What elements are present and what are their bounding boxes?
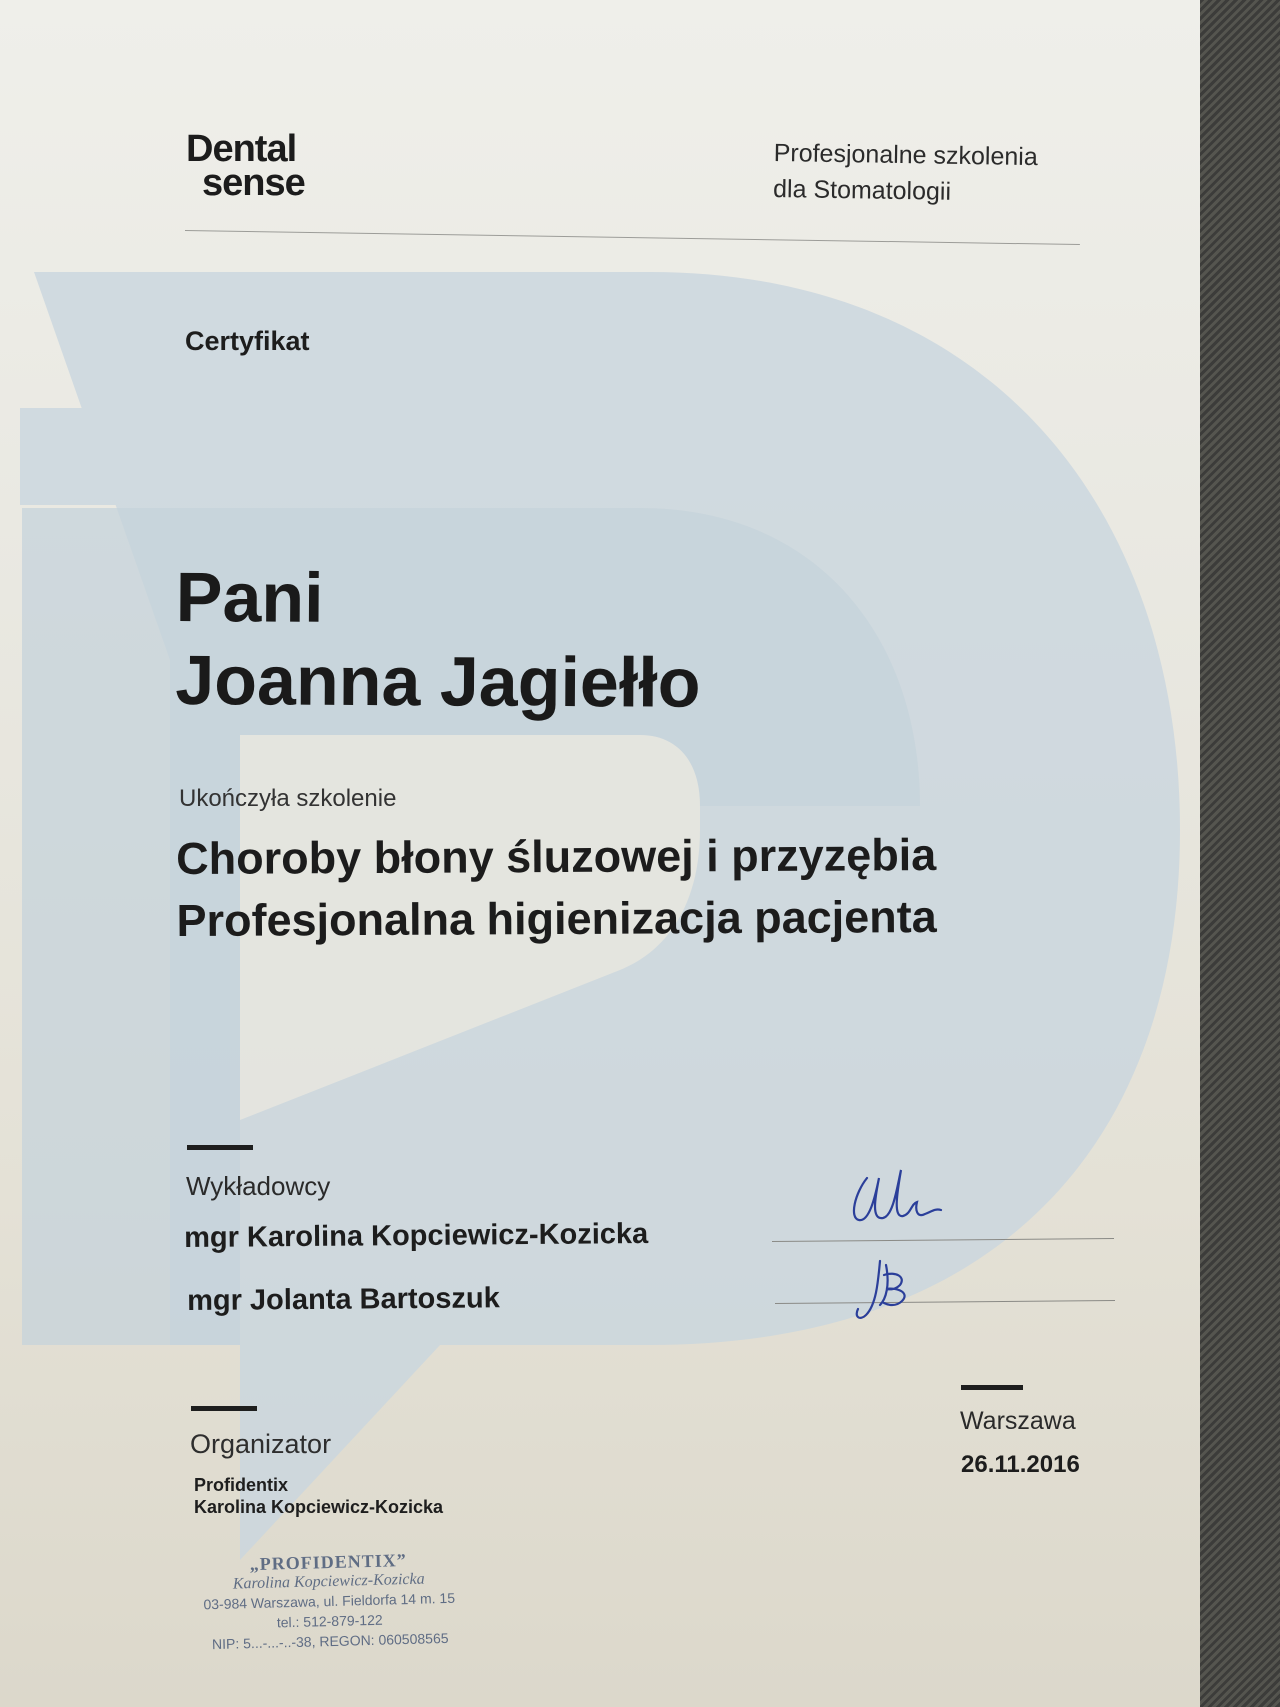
background-fabric: [1200, 0, 1280, 1707]
tagline-line-1: Profesjonalne szkolenia: [773, 138, 1038, 172]
organizer-details: [194, 1474, 443, 1518]
recipient-block: [175, 556, 701, 725]
stamp-line-5: NIP: 5...-...-..-38, REGON: 060508565: [211, 1629, 449, 1653]
recipient-name: Joanna Jagiełło: [175, 640, 701, 722]
dental-sense-logo: [186, 128, 336, 200]
stamp-line-2: Karolina Kopciewicz-Kozicka: [232, 1570, 425, 1593]
tagline: [773, 135, 1038, 211]
company-stamp: [178, 1548, 480, 1655]
certificate-label: Certyfikat: [185, 326, 310, 356]
completed-text: Ukończyła szkolenie: [179, 785, 397, 812]
organizer-accent-bar: [191, 1406, 257, 1411]
course-title: [176, 824, 937, 952]
organizer-person: Karolina Kopciewicz-Kozicka: [194, 1497, 444, 1517]
salutation: Pani: [175, 558, 324, 637]
place-accent-bar: [961, 1385, 1023, 1390]
tagline-line-2: dla Stomatologii: [772, 174, 952, 206]
logo-text-line1: Dental: [186, 128, 297, 170]
course-line-2: Profesjonalna higienizacja pacjenta: [176, 891, 937, 946]
lecturers-label: Wykładowcy: [186, 1171, 331, 1201]
logo-text-line2: sense: [202, 162, 305, 200]
course-line-1: Choroby błony śluzowej i przyzębia: [176, 829, 937, 884]
lecturer-1: mgr Karolina Kopciewicz-Kozicka: [184, 1217, 649, 1254]
organizer-label: Organizator: [190, 1429, 332, 1459]
stamp-line-1: „PROFIDENTIX”: [249, 1550, 407, 1575]
issue-date: 26.11.2016: [961, 1451, 1080, 1478]
stamp-line-3: 03-984 Warszawa, ul. Fieldorfa 14 m. 15: [203, 1589, 456, 1613]
stamp-line-4: tel.: 512-879-122: [276, 1611, 383, 1631]
city: Warszawa: [960, 1407, 1076, 1435]
lecturer-2: mgr Jolanta Bartoszuk: [187, 1282, 500, 1317]
signature-1: [845, 1158, 945, 1238]
lecturers-accent-bar: [187, 1145, 253, 1150]
organizer-company: Profidentix: [194, 1475, 289, 1495]
signature-2: [850, 1255, 930, 1327]
